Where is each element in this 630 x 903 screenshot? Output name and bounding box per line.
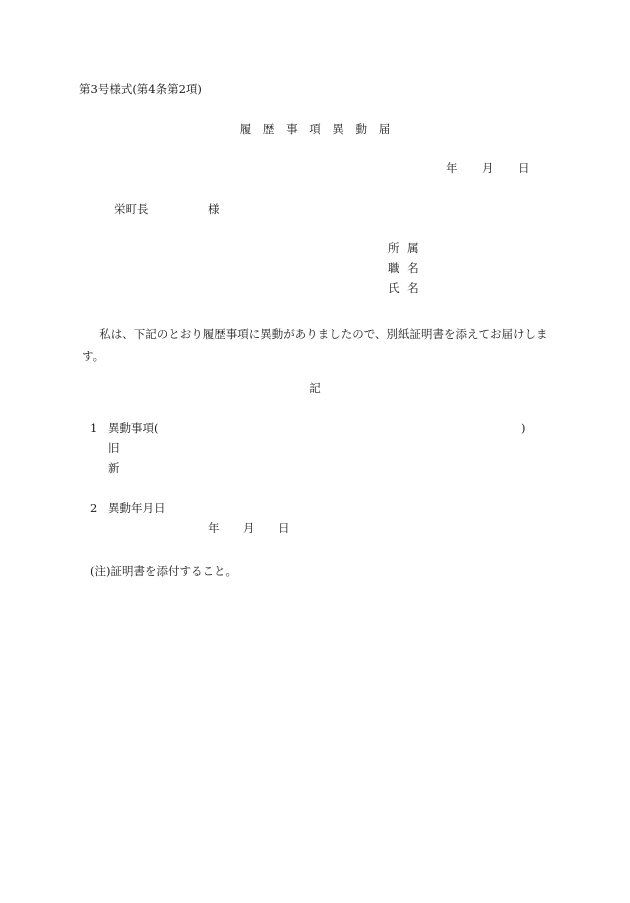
body-paragraph: 私は、下記のとおり履歴事項に異動がありましたので、別紙証明書を添えてお届けします。 (82, 327, 548, 363)
date-day: 日 (518, 161, 530, 175)
document-title: 履 歴 事 項 異 動 届 (239, 122, 391, 136)
position-label: 職 名 (388, 261, 419, 275)
name-label: 氏 名 (388, 281, 419, 295)
item-2-month: 月 (243, 521, 255, 535)
item-2-day: 日 (278, 521, 290, 535)
item-1-close-paren: ) (521, 421, 526, 435)
addressee-honorific: 様 (208, 202, 220, 216)
ki-heading: 記 (309, 381, 321, 395)
date-year: 年 (446, 161, 458, 175)
date-month: 月 (482, 161, 494, 175)
affiliation-label: 所 属 (388, 241, 419, 255)
addressee-name: 栄町長 (114, 202, 149, 216)
item-1-old: 旧 (108, 441, 120, 455)
form-number: 第3号様式(第4条第2項) (79, 82, 202, 96)
item-1-number: 1 (90, 421, 98, 435)
item-2-number: 2 (90, 501, 98, 515)
item-1-label: 異動事項( (108, 421, 159, 435)
note: (注)証明書を添付すること。 (90, 564, 237, 578)
item-2-year: 年 (208, 521, 220, 535)
item-1-new: 新 (108, 461, 120, 475)
item-2-label: 異動年月日 (108, 501, 166, 515)
